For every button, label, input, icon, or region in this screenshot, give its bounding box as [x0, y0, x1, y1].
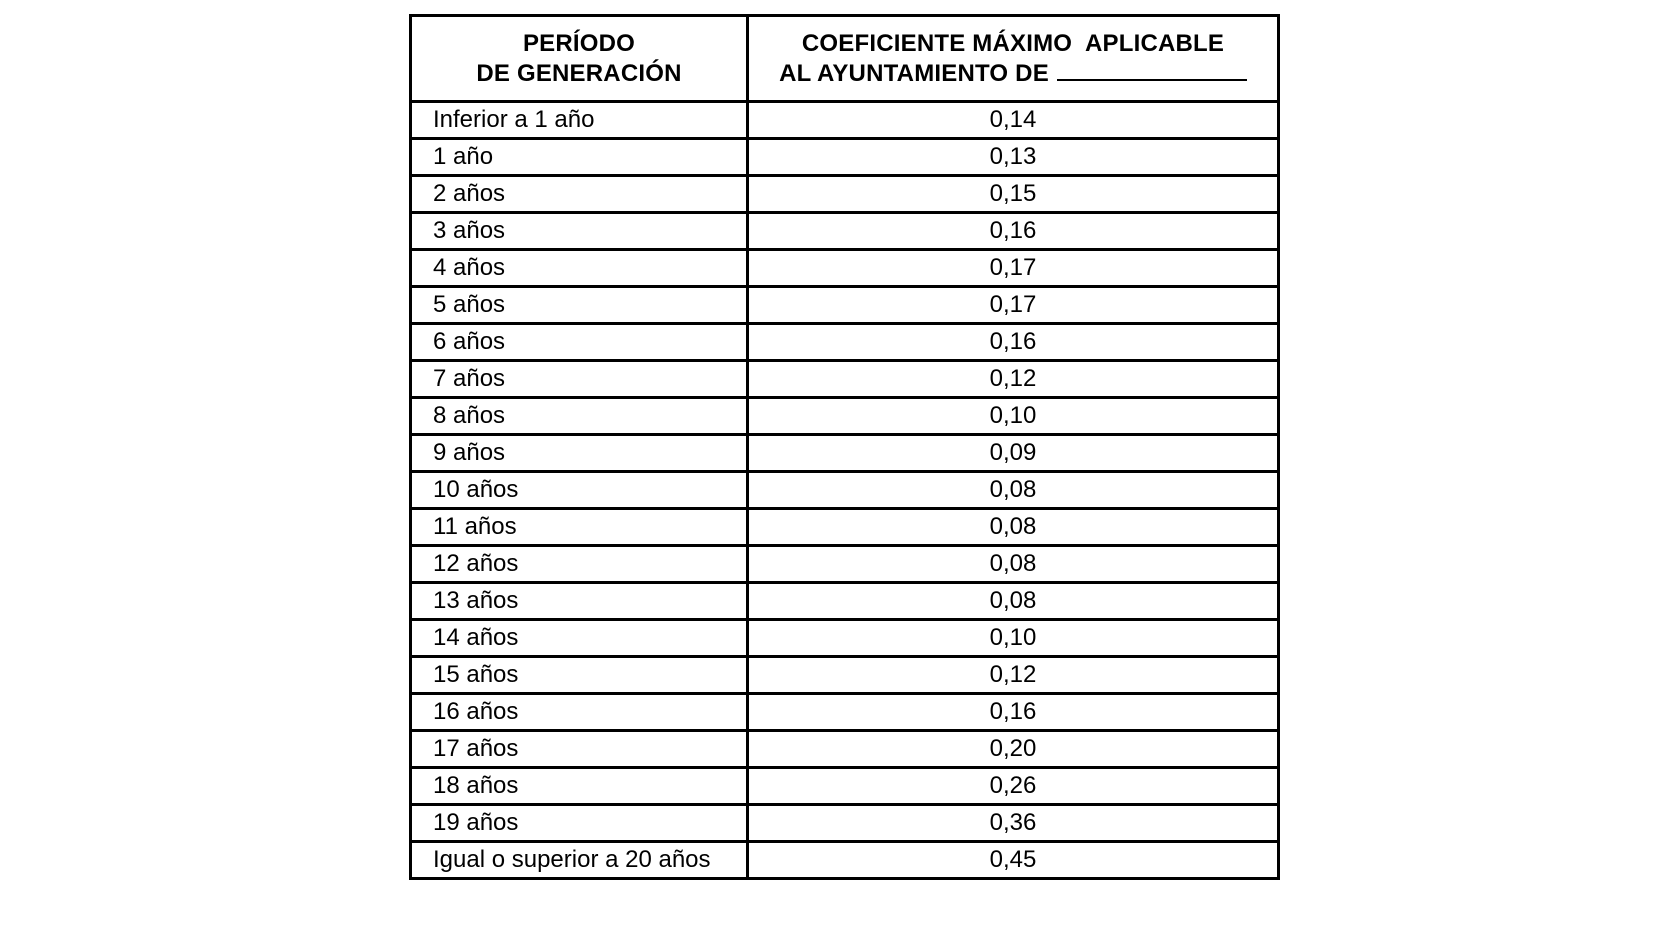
header-period [411, 16, 748, 102]
header-coefficient-line2: AL AYUNTAMIENTO DE [779, 59, 1049, 87]
header-coefficient-line1: COEFICIENTE MÁXIMO APLICABLE [801, 29, 1225, 57]
period-cell: 14 años [411, 620, 748, 657]
table-row [411, 361, 1279, 398]
table-row [411, 620, 1279, 657]
coefficient-table [409, 14, 1280, 880]
table-row [411, 398, 1279, 435]
header-coefficient [748, 16, 1279, 102]
period-cell: 12 años [411, 546, 748, 583]
table-row [411, 509, 1279, 546]
period-cell: 7 años [411, 361, 748, 398]
period-cell: 15 años [411, 657, 748, 694]
table-row [411, 768, 1279, 805]
coefficient-cell: 0,08 [748, 509, 1279, 546]
coefficient-cell: 0,16 [748, 324, 1279, 361]
period-cell: Igual o superior a 20 años [411, 842, 748, 879]
table-row [411, 805, 1279, 842]
coefficient-cell: 0,08 [748, 472, 1279, 509]
table-row [411, 546, 1279, 583]
coefficient-cell: 0,14 [748, 102, 1279, 139]
header-period-line1: PERÍODO [522, 29, 636, 57]
period-cell: 16 años [411, 694, 748, 731]
period-cell: 17 años [411, 731, 748, 768]
table-row [411, 213, 1279, 250]
table-row [411, 583, 1279, 620]
table-row [411, 472, 1279, 509]
period-cell: 5 años [411, 287, 748, 324]
table-row [411, 324, 1279, 361]
period-cell: Inferior a 1 año [411, 102, 748, 139]
table-row [411, 102, 1279, 139]
header-period-line2: DE GENERACIÓN [476, 59, 682, 87]
fill-in-blank-line [1057, 59, 1247, 81]
coefficient-table-container [409, 14, 1277, 880]
coefficient-cell: 0,20 [748, 731, 1279, 768]
table-row [411, 731, 1279, 768]
table-row [411, 435, 1279, 472]
table-row [411, 842, 1279, 879]
period-cell: 11 años [411, 509, 748, 546]
table-row [411, 657, 1279, 694]
table-row [411, 694, 1279, 731]
coefficient-cell: 0,10 [748, 398, 1279, 435]
period-cell: 13 años [411, 583, 748, 620]
period-cell: 19 años [411, 805, 748, 842]
coefficient-cell: 0,16 [748, 694, 1279, 731]
period-cell: 10 años [411, 472, 748, 509]
coefficient-cell: 0,10 [748, 620, 1279, 657]
coefficient-cell: 0,36 [748, 805, 1279, 842]
period-cell: 2 años [411, 176, 748, 213]
coefficient-cell: 0,13 [748, 139, 1279, 176]
header-coefficient-line2-wrap [749, 59, 1277, 89]
period-cell: 1 año [411, 139, 748, 176]
period-cell: 3 años [411, 213, 748, 250]
coefficient-cell: 0,08 [748, 583, 1279, 620]
coefficient-cell: 0,16 [748, 213, 1279, 250]
coefficient-cell: 0,26 [748, 768, 1279, 805]
table-row [411, 176, 1279, 213]
header-row [411, 16, 1279, 102]
table-row [411, 287, 1279, 324]
period-cell: 18 años [411, 768, 748, 805]
coefficient-cell: 0,15 [748, 176, 1279, 213]
coefficient-cell: 0,08 [748, 546, 1279, 583]
coefficient-cell: 0,12 [748, 657, 1279, 694]
period-cell: 8 años [411, 398, 748, 435]
coefficient-cell: 0,09 [748, 435, 1279, 472]
coefficient-cell: 0,17 [748, 250, 1279, 287]
table-row [411, 250, 1279, 287]
period-cell: 6 años [411, 324, 748, 361]
coefficient-cell: 0,17 [748, 287, 1279, 324]
coefficient-cell: 0,12 [748, 361, 1279, 398]
coefficient-cell: 0,45 [748, 842, 1279, 879]
period-cell: 4 años [411, 250, 748, 287]
table-row [411, 139, 1279, 176]
period-cell: 9 años [411, 435, 748, 472]
table-body [411, 102, 1279, 879]
table-header [411, 16, 1279, 102]
